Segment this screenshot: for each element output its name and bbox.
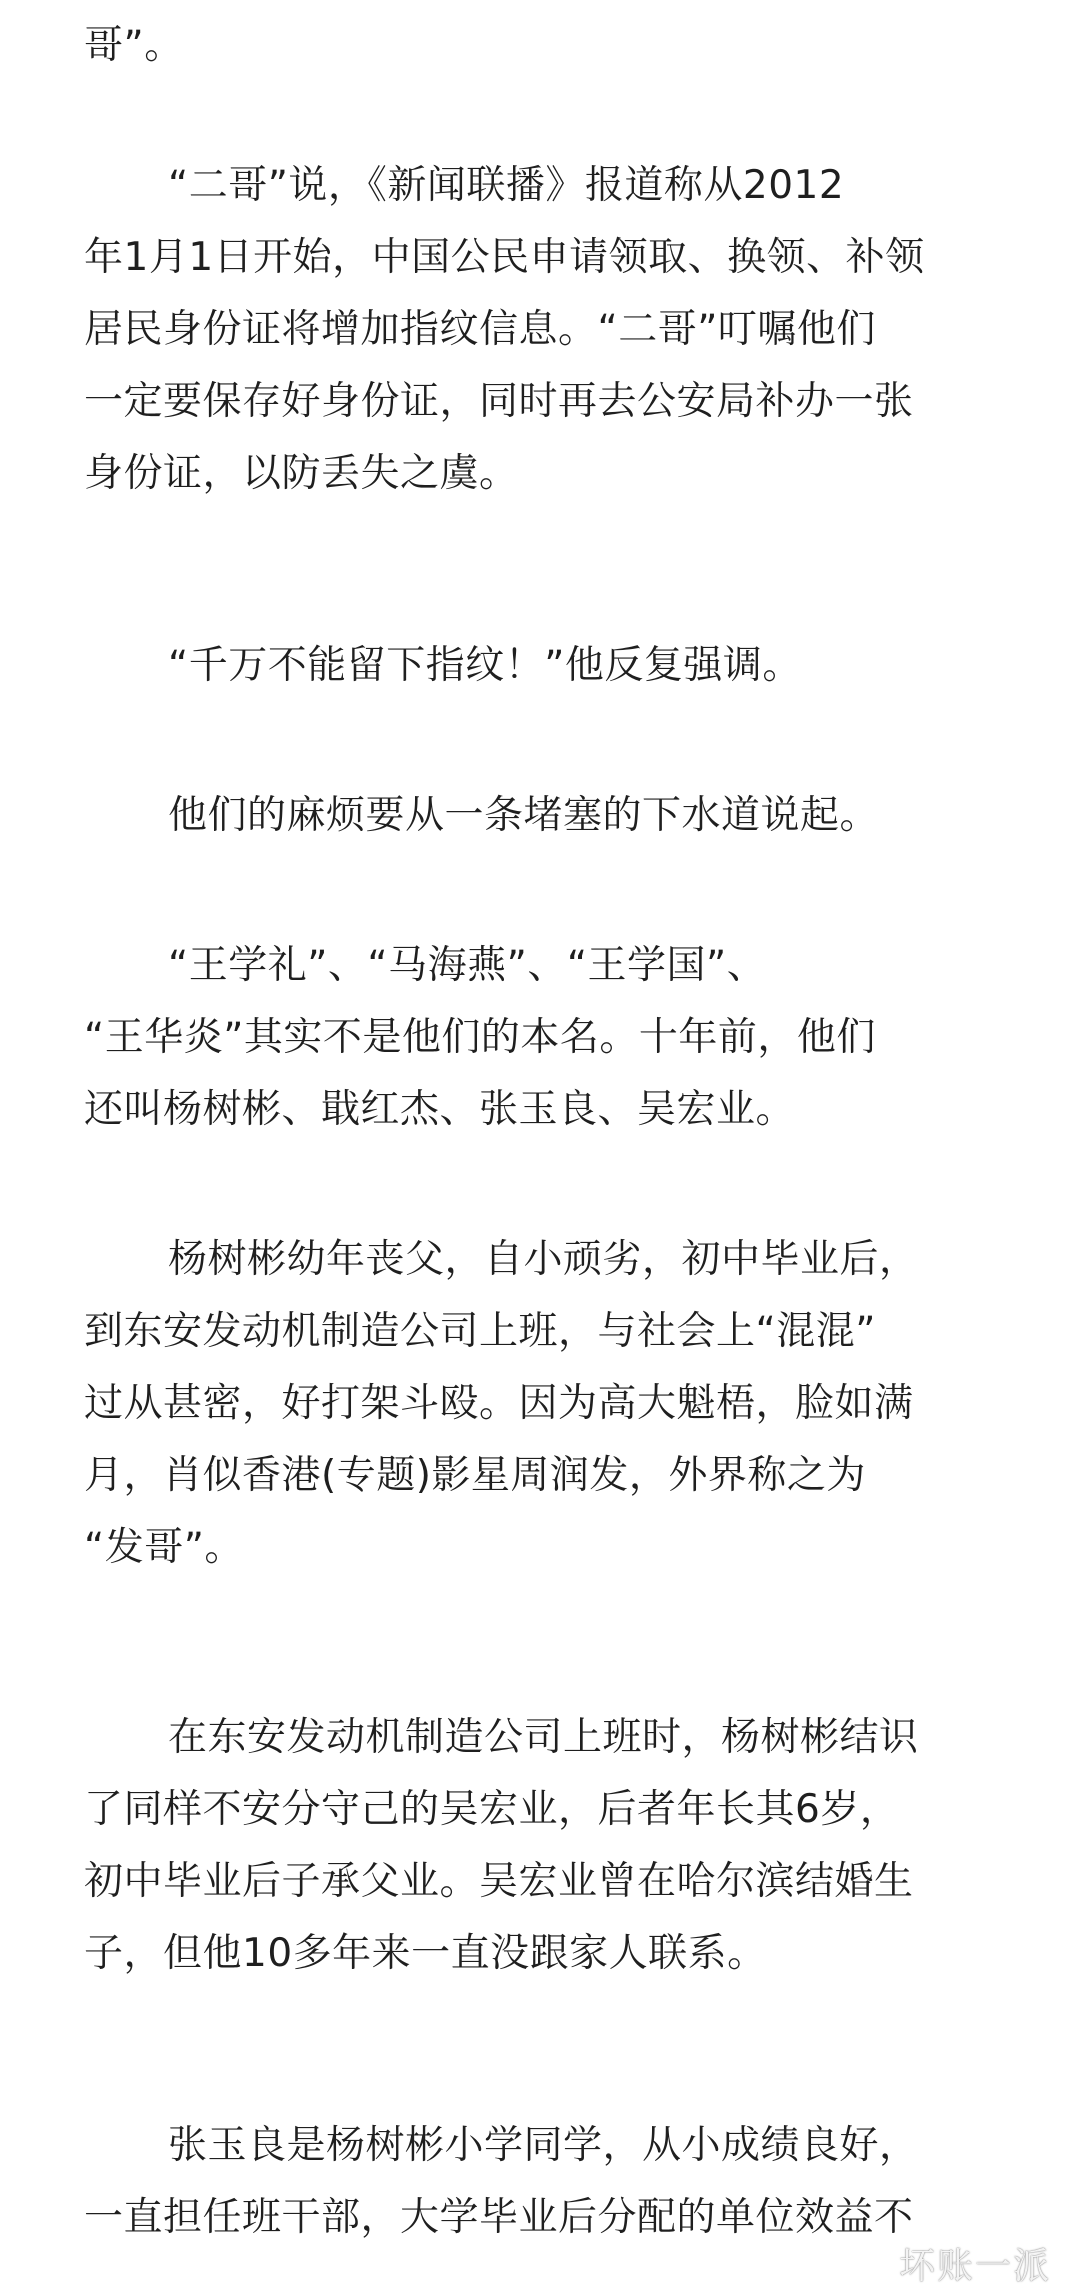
paragraph-line: 一定要保存好身份证，同时再去公安局补办一张 — [84, 379, 914, 424]
paragraph-line: 杨树彬幼年丧父，自小顽劣，初中毕业后， — [168, 1237, 919, 1282]
paragraph-line: 过从甚密，好打架斗殴。因为高大魁梧，脸如满 — [84, 1381, 914, 1426]
paragraph-line: 还叫杨树彬、戢红杰、张玉良、吴宏业。 — [84, 1087, 796, 1132]
paragraph-line: 一直担任班干部，大学毕业后分配的单位效益不 — [84, 2195, 914, 2240]
paragraph-line: 到东安发动机制造公司上班，与社会上“混混” — [84, 1309, 876, 1354]
paragraph-line: 居民身份证将增加指纹信息。“二哥”叮嘱他们 — [84, 307, 876, 352]
paragraph-line: “千万不能留下指纹！”他反复强调。 — [168, 643, 802, 688]
paragraph-line: 了同样不安分守己的吴宏业，后者年长其6岁， — [84, 1787, 900, 1832]
paragraph-line: “王学礼”、“马海燕”、“王学国”、 — [168, 943, 767, 988]
paragraph-line: 月，肖似香港(专题)影星周润发，外界称之为 — [84, 1453, 866, 1498]
watermark: 坏账一派 — [898, 2246, 1051, 2287]
paragraph-line: 他们的麻烦要从一条堵塞的下水道说起。 — [168, 793, 880, 838]
paragraph-line: 初中毕业后子承父业。吴宏业曾在哈尔滨结婚生 — [84, 1859, 914, 1904]
paragraph-line: “王华炎”其实不是他们的本名。十年前，他们 — [84, 1015, 876, 1060]
paragraph-line: 年1月1日开始，中国公民申请领取、换领、补领 — [84, 235, 925, 280]
paragraph-line: “发哥”。 — [84, 1525, 244, 1570]
paragraph-line: 在东安发动机制造公司上班时，杨树彬结识 — [168, 1715, 919, 1760]
paragraph-line: 身份证，以防丢失之虞。 — [84, 451, 519, 496]
paragraph-line: 哥”。 — [84, 23, 184, 68]
paragraph-line: 子，但他10多年来一直没跟家人联系。 — [84, 1931, 767, 1976]
paragraph-line: 张玉良是杨树彬小学同学，从小成绩良好， — [168, 2123, 919, 2168]
paragraph-line: “二哥”说，《新闻联播》报道称从2012 — [168, 163, 845, 208]
